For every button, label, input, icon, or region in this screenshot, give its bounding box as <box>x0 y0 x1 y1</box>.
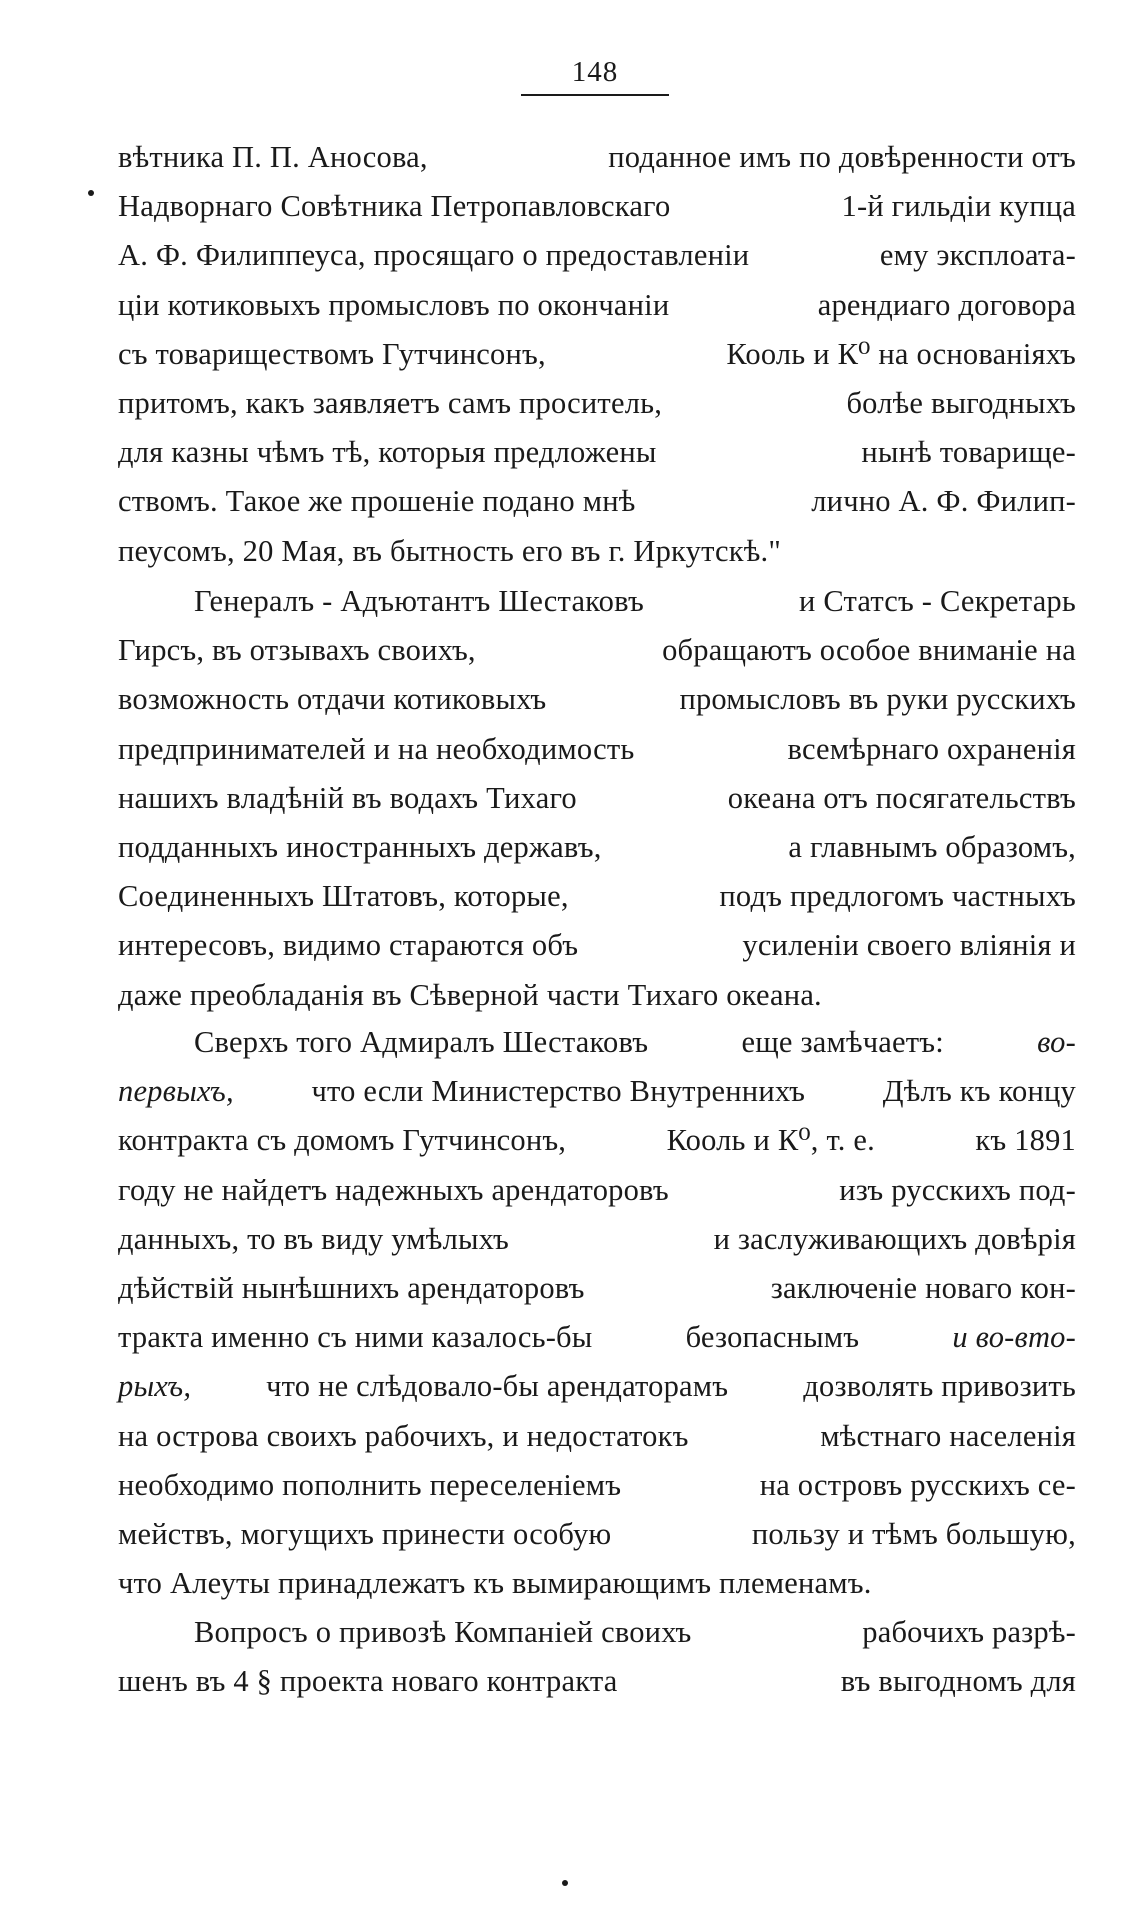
text-line: году не найдетъ надежныхъ арендаторовъ изъ русскихъ под- <box>118 1172 1076 1207</box>
italic-text: во- <box>1037 1025 1076 1059</box>
scan-speck <box>562 1880 568 1886</box>
text-line: возможность отдачи котиковыхъ промысловъ въ руки русскихъ <box>118 682 1076 717</box>
text-line: Гирсъ, въ отзывахъ своихъ, обращаютъ особое вниманіе на <box>118 633 1076 668</box>
text-line: нашихъ владѣній въ водахъ Тихаго океана отъ посягательствъ <box>118 780 1076 815</box>
page-number-rule <box>521 94 669 96</box>
text-line: Сверхъ того Адмиралъ Шестаковъ еще замѣчаетъ: во- <box>118 1018 1076 1067</box>
text-line: рыхъ, что не слѣдовало-бы арендаторамъ дозволять привозить <box>118 1362 1076 1411</box>
text-line: контракта съ домомъ Гутчинсонъ, Кооль и К⁰, т. е. къ 1891 <box>118 1123 1076 1158</box>
text-line: Надворнаго Совѣтника Петропавловскаго 1-й гильдіи купца <box>118 189 1076 224</box>
text-line: необходимо пополнить переселеніемъ на островъ русскихъ се- <box>118 1467 1076 1502</box>
text-line: ствомъ. Такое же прошеніе подано мнѣ лично А. Ф. Филип- <box>118 484 1076 519</box>
text-line: Соединенныхъ Штатовъ, которые, подъ предлогомъ частныхъ <box>118 879 1076 914</box>
text-line: интересовъ, видимо стараются объ усиленіи своего вліянія и <box>118 928 1076 963</box>
text-line: первыхъ, что если Министерство Внутреннихъ Дѣлъ къ концу <box>118 1067 1076 1116</box>
text-line: ціи котиковыхъ промысловъ по окончаніи арендиаго договора <box>118 287 1076 322</box>
page-number: 148 <box>571 56 619 88</box>
paragraph <box>118 1018 1076 1608</box>
text-line: Вопросъ о привозѣ Компаніей своихъ рабочихъ разрѣ- <box>194 1615 1076 1649</box>
scan-speck <box>88 190 94 196</box>
text-line: А. Ф. Филиппеуса, просящаго о предоставленіи ему эксплоата- <box>118 238 1076 273</box>
paragraph <box>118 1608 1076 1706</box>
paragraph-continuation <box>118 133 1076 576</box>
text-line: мействъ, могущихъ принести особую пользу и тѣмъ большую, <box>118 1516 1076 1551</box>
text-line: вѣтника П. П. Аносова, поданное имъ по довѣренности отъ <box>118 140 1076 174</box>
text-line: даже преобладанія въ Сѣверной части Тихаго океана. <box>118 977 822 1012</box>
text-line: тракта именно съ ними казалось-бы безопаснымъ и во-вто- <box>118 1313 1076 1362</box>
text-line: подданныхъ иностранныхъ державъ, а главнымъ образомъ, <box>118 829 1076 864</box>
text-line: притомъ, какъ заявляетъ самъ проситель, болѣе выгодныхъ <box>118 385 1076 420</box>
text-line: Генералъ - Адъютантъ Шестаковъ и Статсъ - Секретарь <box>194 584 1076 618</box>
text-line: что Алеуты принадлежатъ къ вымирающимъ племенамъ. <box>118 1566 872 1601</box>
italic-text: и во-вто- <box>952 1320 1076 1355</box>
paragraph <box>118 577 1076 1020</box>
italic-text: рыхъ, <box>118 1369 192 1404</box>
text-line: для казны чѣмъ тѣ, которыя предложены нынѣ товарище- <box>118 435 1076 470</box>
text-line: на острова своихъ рабочихъ, и недостатокъ мѣстнаго населенія <box>118 1418 1076 1453</box>
text-line: пеусомъ, 20 Мая, въ бытность его въ г. Иркутскѣ." <box>118 533 781 568</box>
italic-text: первыхъ, <box>118 1074 234 1109</box>
text-line: данныхъ, то въ виду умѣлыхъ и заслуживающихъ довѣрія <box>118 1221 1076 1256</box>
text-line: съ товариществомъ Гутчинсонъ, Кооль и К⁰ на основаніяхъ <box>118 336 1076 371</box>
text-line: предпринимателей и на необходимость всемѣрнаго охраненія <box>118 731 1076 766</box>
text-line: дѣйствій нынѣшнихъ арендаторовъ заключеніе новаго кон- <box>118 1270 1076 1305</box>
text-line: шенъ въ 4 § проекта новаго контракта въ выгодномъ для <box>118 1664 1076 1699</box>
